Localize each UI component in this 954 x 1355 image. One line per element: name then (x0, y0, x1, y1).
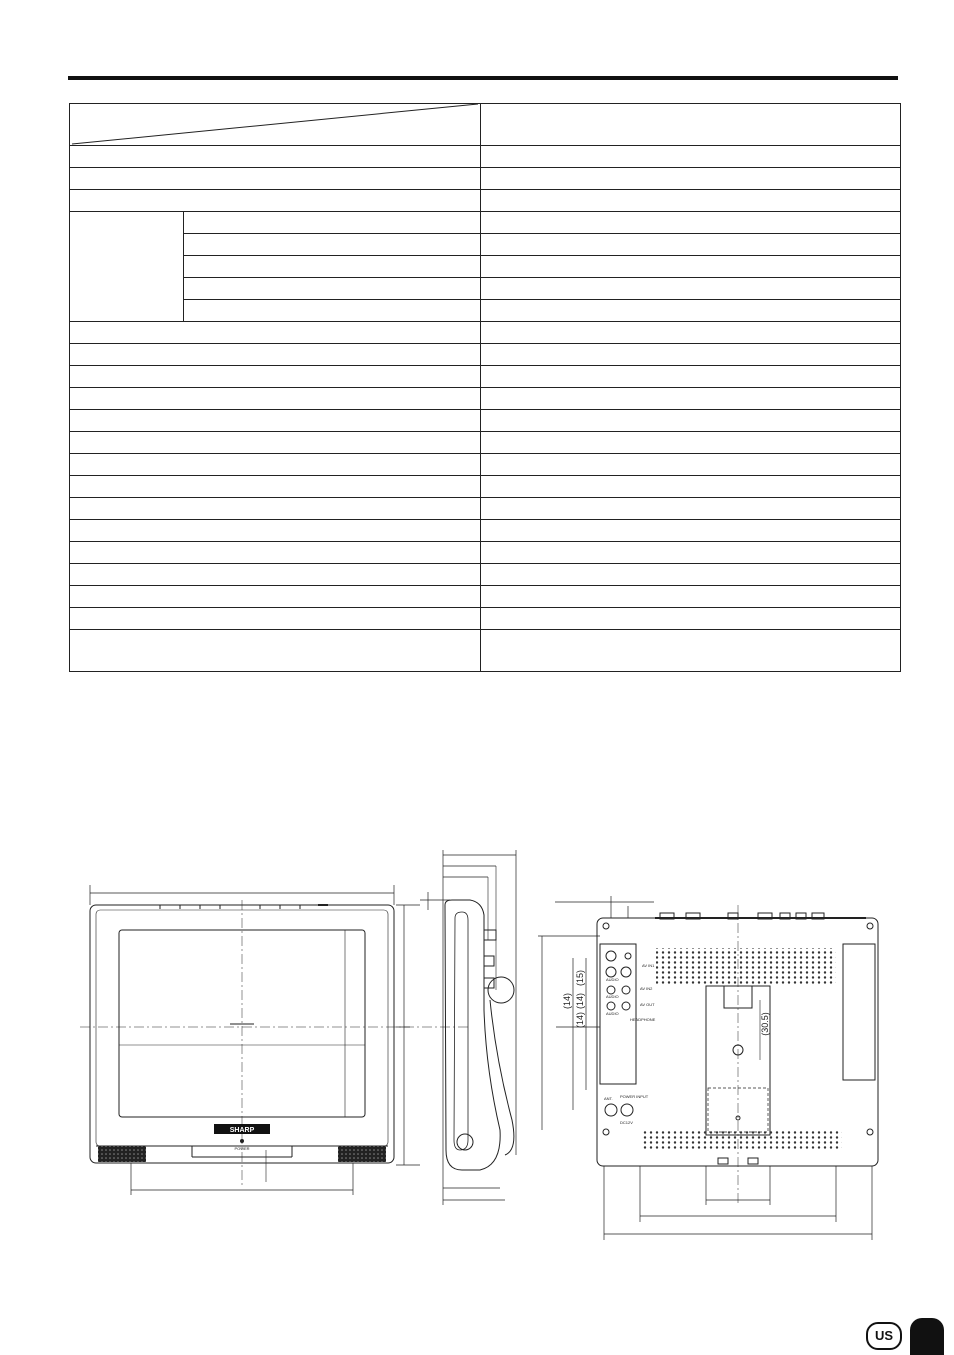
dim-14-middle: (14) (562, 992, 572, 1010)
dim-14-upper: (14) (575, 992, 585, 1010)
region-badge: US (866, 1322, 902, 1350)
side-view-drawing (420, 850, 516, 1205)
dim-30-5: (30.5) (760, 1012, 770, 1036)
right-speaker-grille (338, 1146, 386, 1162)
power-button-icon (240, 1139, 244, 1143)
dim-14-lower: (14) (575, 1011, 585, 1029)
audio2-label: AUDIO (606, 994, 619, 999)
left-speaker-grille (98, 1146, 146, 1162)
av-out-label: AV OUT (640, 1002, 655, 1007)
dc12v-label: DC12V (620, 1120, 633, 1125)
power-label: POWER (234, 1146, 250, 1151)
audio3-label: AUDIO (606, 1011, 619, 1016)
av-in1-label: AV IN1 (642, 963, 655, 968)
page-number-tab (910, 1318, 944, 1355)
brand-logo-text: SHARP (229, 1127, 255, 1134)
power-input-label: POWER INPUT (620, 1094, 649, 1099)
headphone-label: HEADPHONE (630, 1017, 656, 1022)
av-in2-label: AV IN2 (640, 986, 653, 991)
ant-label: ANT. (604, 1096, 613, 1101)
lower-vent-holes (642, 1130, 842, 1150)
dim-15: (15) (575, 969, 585, 987)
rear-view-drawing (538, 896, 878, 1240)
upper-vent-holes (656, 948, 836, 984)
audio-label: AUDIO (606, 977, 619, 982)
